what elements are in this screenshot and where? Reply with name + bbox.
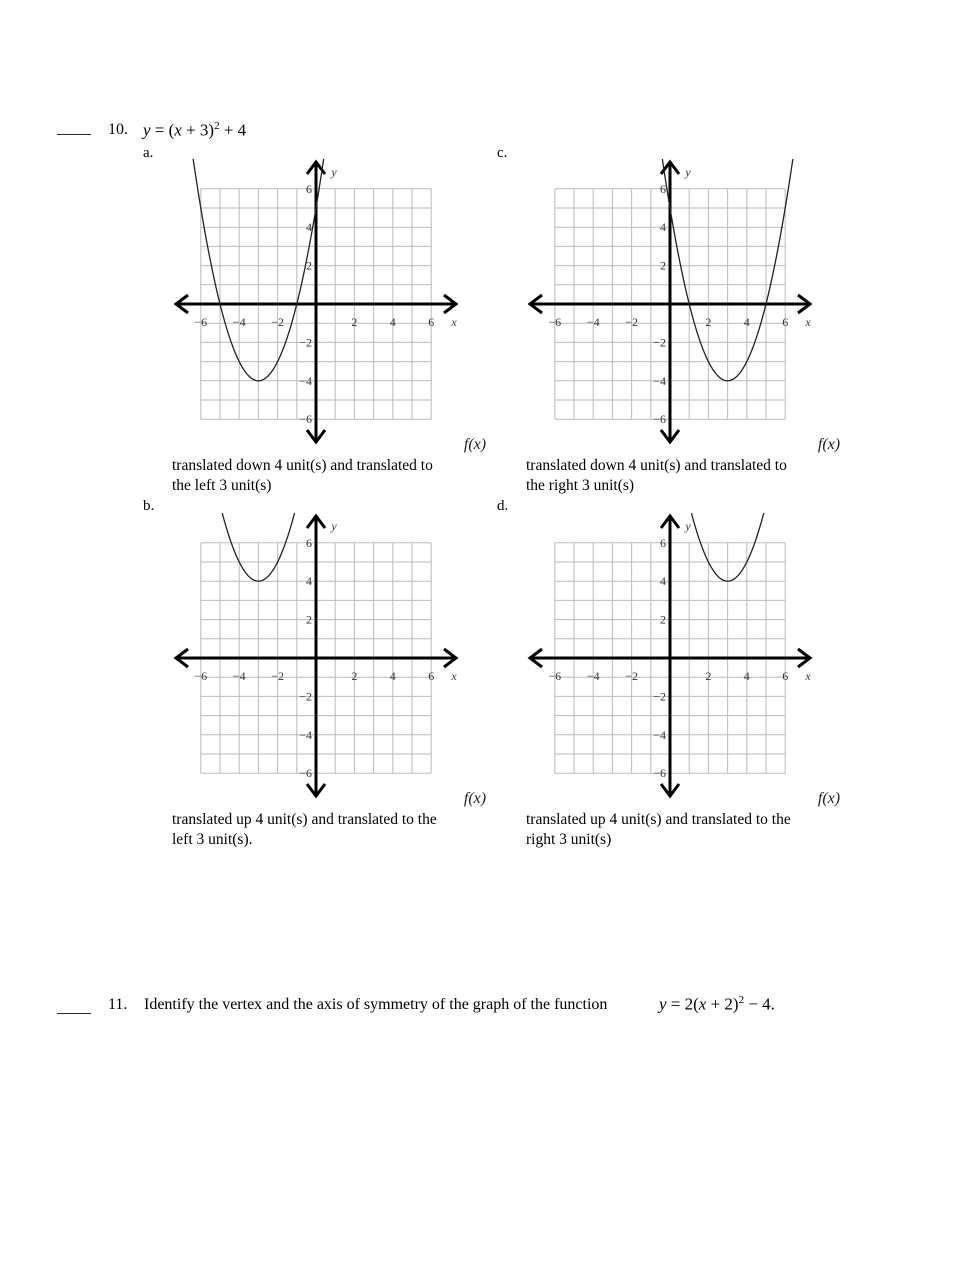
x-tick-label: −4 [232, 669, 246, 683]
y-tick-label: 2 [660, 258, 666, 273]
x-tick-label: 6 [782, 669, 789, 683]
y-tick-label: −2 [653, 689, 666, 704]
x-tick-label: 2 [705, 315, 712, 329]
caption-option-a [172, 456, 492, 496]
y-tick-label: −6 [299, 412, 312, 427]
y-tick-label: −4 [653, 727, 666, 742]
y-axis-label: y [685, 519, 691, 533]
y-tick-label: 6 [660, 181, 666, 196]
caption-option-c [526, 456, 846, 496]
caption-option-d [526, 810, 846, 850]
x-tick-label: 4 [743, 669, 750, 683]
y-tick-label: 6 [660, 535, 666, 550]
y-tick-label: −6 [653, 766, 666, 781]
y-tick-label: 6 [306, 181, 312, 196]
y-tick-label: −2 [299, 335, 312, 350]
caption-line: right 3 unit(s) [526, 831, 612, 848]
x-tick-label: −6 [548, 669, 562, 683]
x-axis-label: x [451, 315, 457, 329]
question-equation: $y = 2(x + 2)^2 - 4$. [659, 994, 775, 1014]
y-tick-label: 2 [306, 612, 312, 627]
graph-option-d[interactable] [524, 514, 844, 809]
y-tick-label: −4 [299, 727, 312, 742]
x-tick-label: −4 [586, 669, 600, 683]
y-tick-label: −4 [653, 373, 666, 388]
question-number: 10. [108, 121, 128, 138]
caption-line: translated down 4 unit(s) and translated to [172, 457, 433, 474]
x-tick-label: 6 [428, 315, 435, 329]
y-axis-label: y [331, 165, 337, 179]
function-label: f(x) [463, 436, 487, 453]
caption-line: left 3 unit(s). [172, 831, 253, 848]
option-letter-c: c. [497, 145, 508, 161]
y-tick-label: −2 [653, 335, 666, 350]
graph-option-b[interactable] [170, 514, 490, 809]
graph-option-c[interactable] [524, 160, 844, 455]
question-prompt: Identify the vertex and the axis of symmetry of the graph of the function [144, 996, 608, 1013]
x-tick-label: −6 [194, 669, 208, 683]
x-tick-label: 2 [705, 669, 712, 683]
x-tick-label: −4 [586, 315, 600, 329]
x-axis-label: x [451, 669, 457, 683]
y-tick-label: −2 [299, 689, 312, 704]
function-label: f(x) [817, 790, 841, 807]
y-tick-label: −6 [653, 412, 666, 427]
y-tick-label: −6 [299, 766, 312, 781]
x-tick-label: −2 [625, 315, 638, 329]
caption-line: translated down 4 unit(s) and translated to [526, 457, 787, 474]
x-tick-label: 4 [389, 669, 396, 683]
x-tick-label: 2 [351, 315, 358, 329]
x-tick-label: 6 [428, 669, 435, 683]
x-tick-label: 2 [351, 669, 358, 683]
x-tick-label: 4 [743, 315, 750, 329]
answer-blank[interactable]: ____ [57, 118, 91, 137]
x-tick-label: −6 [194, 315, 208, 329]
x-axis-label: x [805, 315, 811, 329]
x-tick-label: 6 [782, 315, 789, 329]
x-tick-label: 4 [389, 315, 396, 329]
x-tick-label: −2 [271, 669, 284, 683]
y-tick-label: 4 [660, 220, 666, 235]
option-letter-d: d. [497, 498, 509, 514]
y-tick-label: 2 [660, 612, 666, 627]
y-tick-label: 2 [306, 258, 312, 273]
answer-blank[interactable]: ____ [57, 997, 91, 1016]
x-tick-label: −4 [232, 315, 246, 329]
caption-line: the right 3 unit(s) [526, 477, 635, 494]
caption-option-b [172, 810, 492, 850]
caption-line: translated up 4 unit(s) and translated to the [526, 811, 791, 828]
question-equation: $y = (x + 3)^2 + 4$ [143, 120, 247, 140]
x-tick-label: −6 [548, 315, 562, 329]
x-tick-label: −2 [271, 315, 284, 329]
y-tick-label: 4 [660, 574, 666, 589]
y-tick-label: −4 [299, 373, 312, 388]
function-label: f(x) [817, 436, 841, 453]
y-axis-label: y [685, 165, 691, 179]
y-tick-label: 6 [306, 535, 312, 550]
function-label: f(x) [463, 790, 487, 807]
option-letter-a: a. [143, 145, 154, 161]
caption-line: translated up 4 unit(s) and translated to the [172, 811, 437, 828]
x-tick-label: −2 [625, 669, 638, 683]
x-axis-label: x [805, 669, 811, 683]
option-letter-b: b. [143, 498, 155, 514]
y-tick-label: 4 [306, 574, 312, 589]
y-axis-label: y [331, 519, 337, 533]
y-tick-label: 4 [306, 220, 312, 235]
caption-line: the left 3 unit(s) [172, 477, 272, 494]
graph-option-a[interactable] [170, 160, 490, 455]
question-number: 11. [108, 996, 128, 1013]
